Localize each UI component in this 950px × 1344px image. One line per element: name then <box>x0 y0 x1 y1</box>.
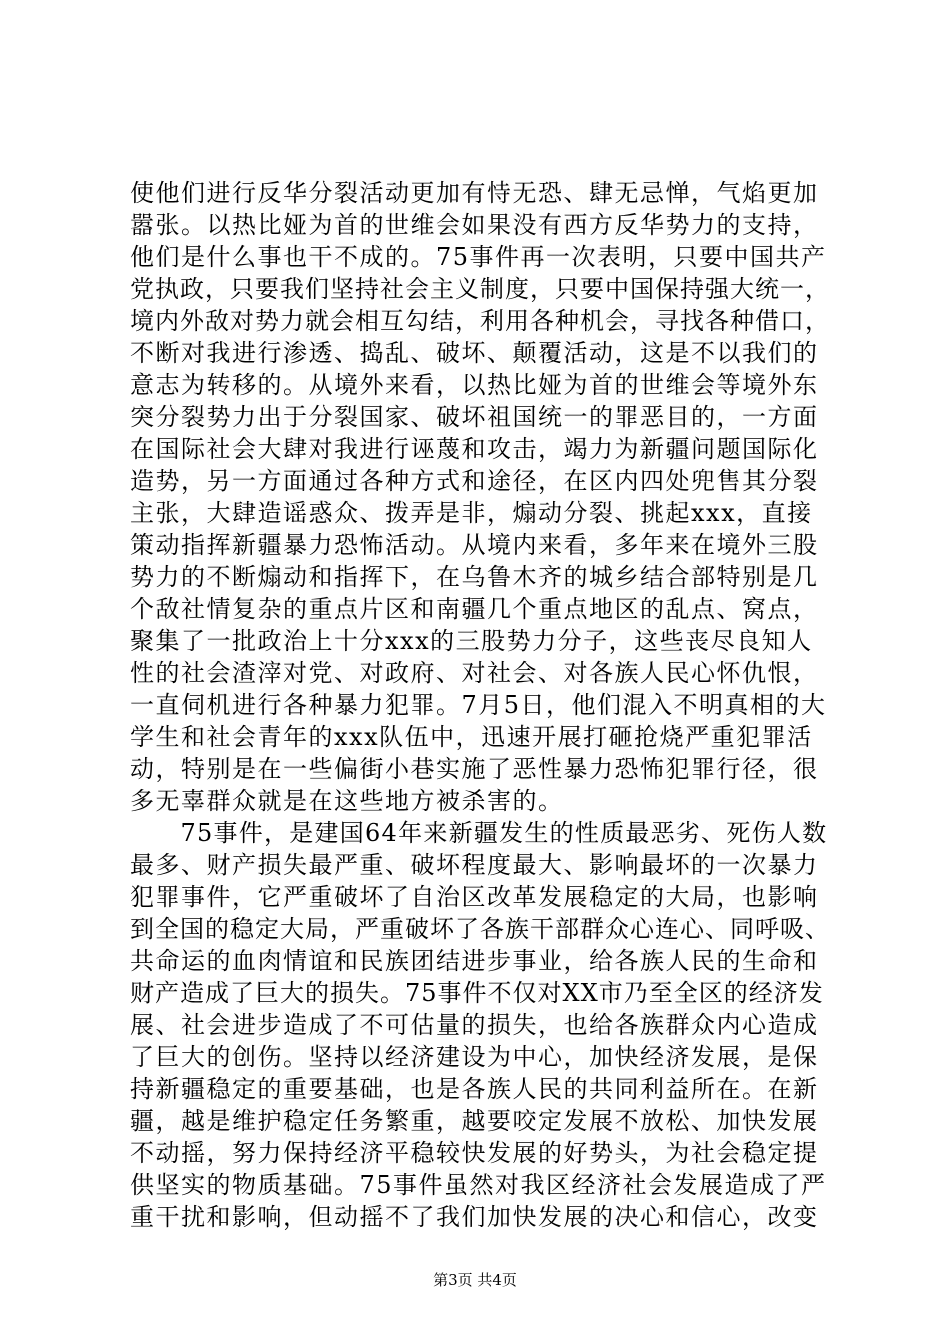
body-text-line: 了巨大的创伤。坚持以经济建设为中心，加快经济发展，是保 <box>130 1043 819 1071</box>
body-text-line: 党执政，只要我们坚持社会主义制度，只要中国保持强大统一， <box>130 275 830 303</box>
body-text-line: 突分裂势力出于分裂国家、破坏祖国统一的罪恶目的，一方面 <box>130 403 819 431</box>
body-text-line: 到全国的稳定大局，严重破坏了各族干部群众心连心、同呼吸、 <box>130 915 830 943</box>
body-text-line: 学生和社会青年的xxx队伍中，迅速开展打砸抢烧严重犯罪活 <box>130 723 813 751</box>
body-text-line: 多无辜群众就是在这些地方被杀害的。 <box>130 787 564 815</box>
body-text-line: 策动指挥新疆暴力恐怖活动。从境内来看，多年来在境外三股 <box>130 531 819 559</box>
body-text-line: 重干扰和影响，但动摇不了我们加快发展的决心和信心，改变 <box>130 1203 819 1231</box>
body-text-line: 造势，另一方面通过各种方式和途径，在区内四处兜售其分裂 <box>130 467 819 495</box>
body-text-line: 势力的不断煽动和指挥下，在乌鲁木齐的城乡结合部特别是几 <box>130 563 819 591</box>
body-text-line: 他们是什么事也干不成的。75事件再一次表明，只要中国共产 <box>130 243 827 271</box>
body-text-line: 动，特别是在一些偏街小巷实施了恶性暴力恐怖犯罪行径，很 <box>130 755 819 783</box>
body-text-line: 财产造成了巨大的损失。75事件不仅对XX市乃至全区的经济发 <box>130 979 824 1007</box>
body-text-line: 共命运的血肉情谊和民族团结进步事业，给各族人民的生命和 <box>130 947 819 975</box>
body-text-line: 不断对我进行渗透、捣乱、破坏、颠覆活动，这是不以我们的 <box>130 339 819 367</box>
body-text-line: 主张，大肆造谣惑众、拨弄是非，煽动分裂、挑起xxx，直接 <box>130 499 813 527</box>
body-text-line: 使他们进行反华分裂活动更加有恃无恐、肆无忌惮，气焰更加 <box>130 179 819 207</box>
body-text-line: 一直伺机进行各种暴力犯罪。7月5日，他们混入不明真相的大 <box>130 691 827 719</box>
page-number-footer: 第3页 共4页 <box>433 1271 517 1289</box>
body-text-line: 嚣张。以热比娅为首的世维会如果没有西方反华势力的支持， <box>130 211 819 239</box>
body-text-line: 意志为转移的。从境外来看，以热比娅为首的世维会等境外东 <box>130 371 819 399</box>
body-text-line: 个敌社情复杂的重点片区和南疆几个重点地区的乱点、窝点， <box>130 595 819 623</box>
body-text-line: 持新疆稳定的重要基础，也是各族人民的共同利益所在。在新 <box>130 1075 819 1103</box>
body-text-line: 75事件，是建国64年来新疆发生的性质最恶劣、死伤人数 <box>130 819 828 847</box>
body-text-line: 在国际社会大肆对我进行诬蔑和攻击，竭力为新疆问题国际化 <box>130 435 819 463</box>
body-text-line: 展、社会进步造成了不可估量的损失，也给各族群众内心造成 <box>130 1011 819 1039</box>
body-text-line: 最多、财产损失最严重、破坏程度最大、影响最坏的一次暴力 <box>130 851 819 879</box>
document-body <box>130 177 830 1233</box>
body-text-line: 供坚实的物质基础。75事件虽然对我区经济社会发展造成了严 <box>130 1171 827 1199</box>
body-text-line: 不动摇，努力保持经济平稳较快发展的好势头，为社会稳定提 <box>130 1139 819 1167</box>
body-text-line: 性的社会渣滓对党、对政府、对社会、对各族人民心怀仇恨， <box>130 659 819 687</box>
body-text-line: 境内外敌对势力就会相互勾结，利用各种机会，寻找各种借口， <box>130 307 830 335</box>
body-text-line: 犯罪事件，它严重破坏了自治区改革发展稳定的大局，也影响 <box>130 883 819 911</box>
body-text-line: 疆，越是维护稳定任务繁重，越要咬定发展不放松、加快发展 <box>130 1107 819 1135</box>
body-text-line: 聚集了一批政治上十分xxx的三股势力分子，这些丧尽良知人 <box>130 627 813 655</box>
